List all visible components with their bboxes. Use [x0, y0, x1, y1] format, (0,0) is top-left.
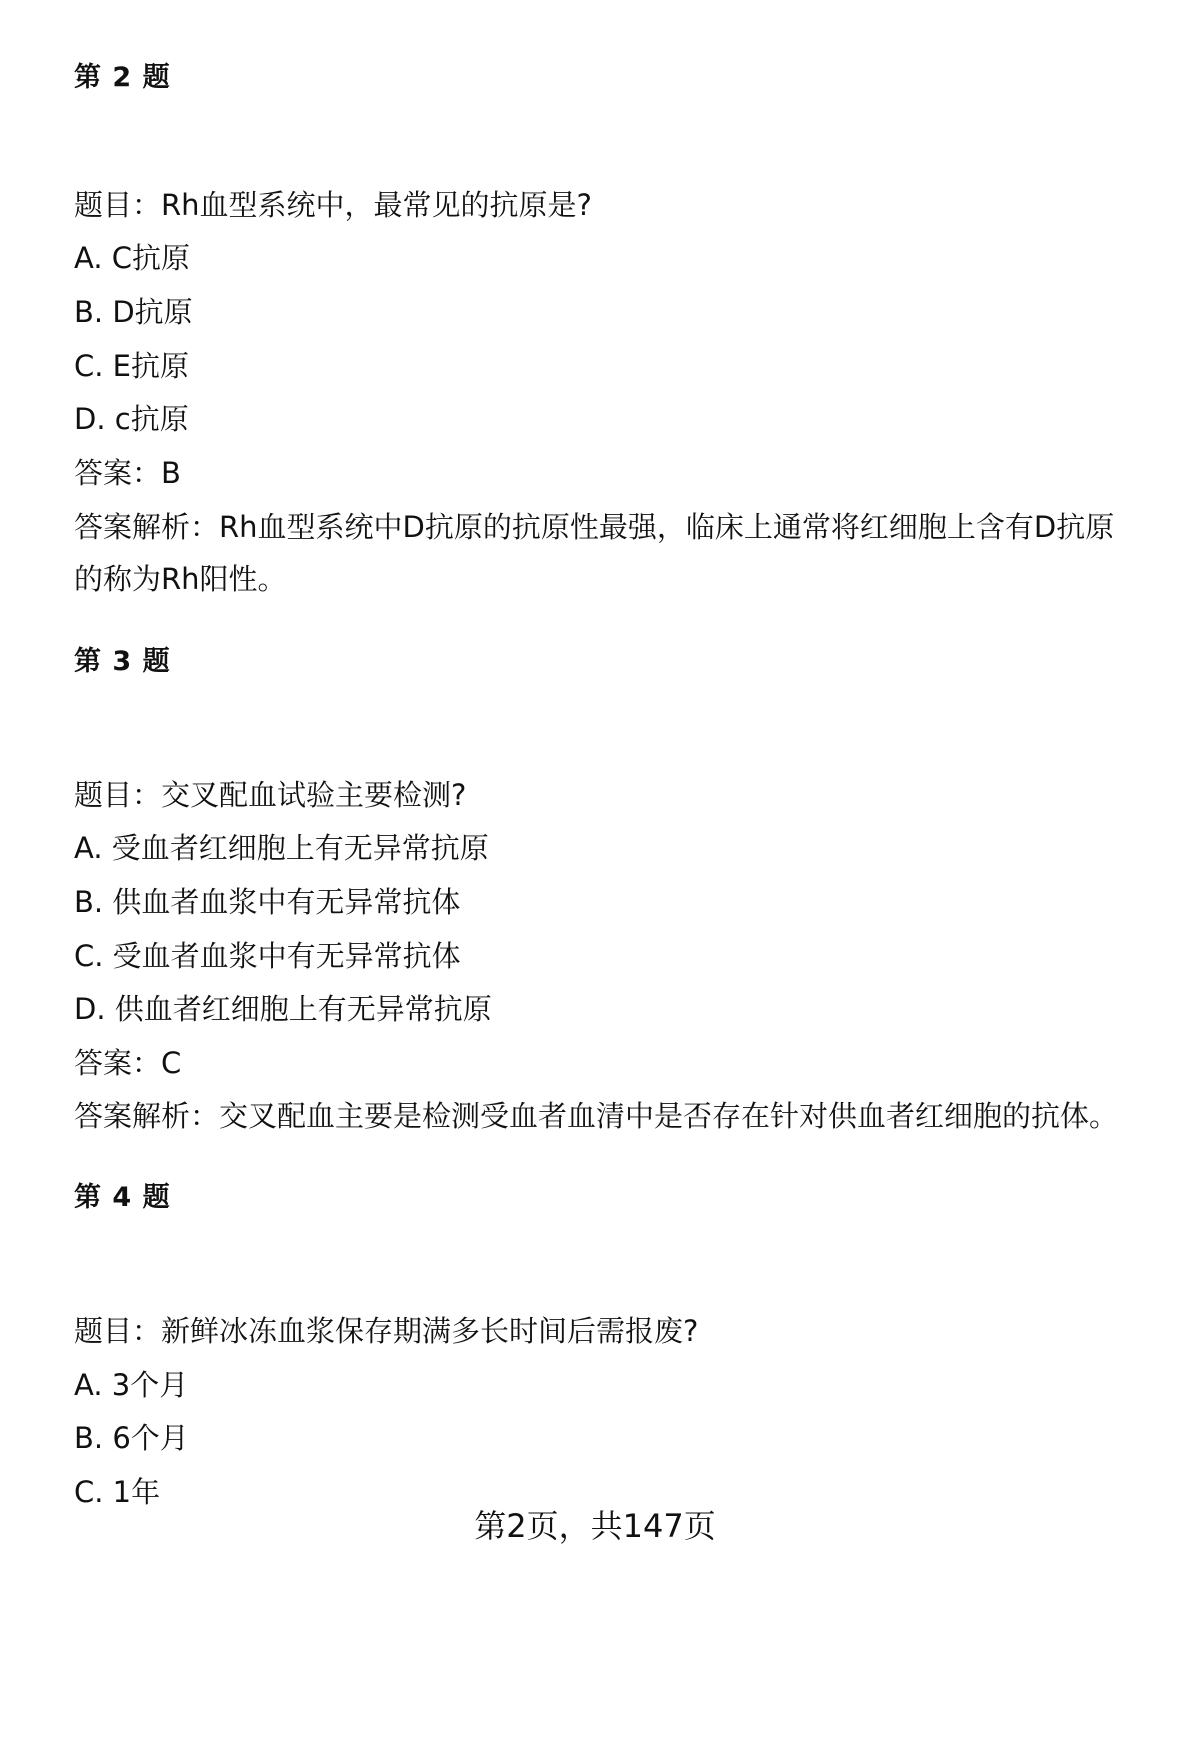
option-d: D. 供血者红细胞上有无异常抗原: [74, 992, 492, 1026]
answer: 答案：C: [74, 1046, 182, 1080]
question-heading: 第 3 题: [74, 646, 171, 677]
question-text: 题目：Rh血型系统中，最常见的抗原是?: [74, 188, 592, 222]
question-heading: 第 4 题: [74, 1182, 171, 1213]
option-a: A. 受血者红细胞上有无异常抗原: [74, 831, 489, 865]
option-d: D. c抗原: [74, 402, 189, 436]
option-b: B. 6个月: [74, 1421, 189, 1455]
question-heading: 第 2 题: [74, 62, 171, 93]
option-a: A. C抗原: [74, 241, 191, 275]
answer: 答案：B: [74, 456, 181, 490]
option-b: B. D抗原: [74, 295, 193, 329]
option-c: C. 1年: [74, 1475, 161, 1509]
option-b: B. 供血者血浆中有无异常抗体: [74, 885, 461, 919]
explanation-line-2: 的称为Rh阳性。: [74, 562, 287, 596]
question-text: 题目：交叉配血试验主要检测?: [74, 778, 467, 812]
explanation-line-1: 答案解析：交叉配血主要是检测受血者血清中是否存在针对供血者红细胞的抗体。: [74, 1099, 1119, 1133]
explanation-line-1: 答案解析：Rh血型系统中D抗原的抗原性最强，临床上通常将红细胞上含有D抗原: [74, 510, 1115, 544]
option-a: A. 3个月: [74, 1368, 189, 1402]
page-indicator: 第2页，共147页: [474, 1507, 716, 1545]
option-c: C. 受血者血浆中有无异常抗体: [74, 939, 461, 973]
question-text: 题目：新鲜冰冻血浆保存期满多长时间后需报废?: [74, 1314, 699, 1348]
option-c: C. E抗原: [74, 349, 190, 383]
